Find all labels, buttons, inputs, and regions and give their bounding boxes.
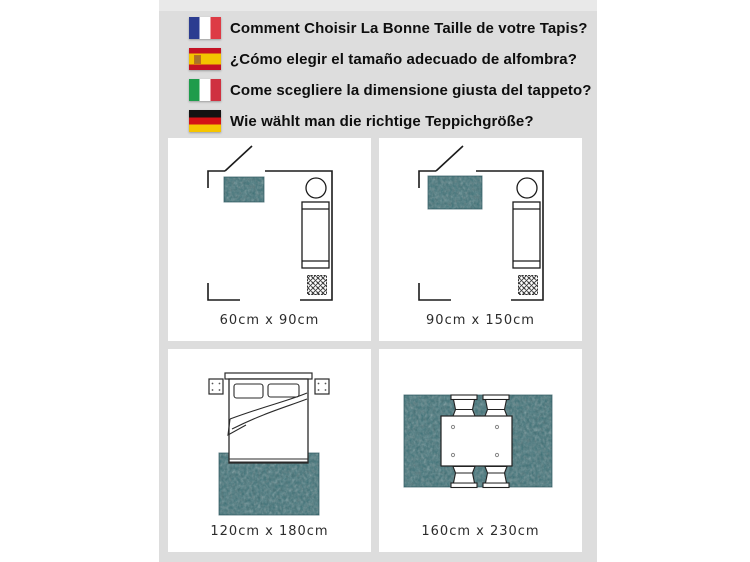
- title-french: Comment Choisir La Bonne Taille de votre Tapis?: [230, 19, 588, 37]
- title-row-german: [189, 110, 592, 132]
- product-image-area: [159, 0, 597, 562]
- potted-plant: [308, 276, 327, 295]
- potted-plant: [519, 276, 538, 295]
- size-label: 60cm x 90cm: [219, 313, 320, 328]
- living-room-floor-plan: [168, 138, 371, 306]
- bedroom-top-view: [168, 349, 371, 519]
- door-swing: [225, 146, 252, 171]
- italy-flag-icon: [189, 79, 221, 101]
- size-label: 120cm x 180cm: [210, 524, 329, 539]
- france-flag-icon: [189, 17, 221, 39]
- size-option-panel-60x90: [168, 138, 371, 341]
- side-table: [306, 178, 326, 198]
- rug-swatch-90x150: [428, 176, 482, 209]
- door-swing: [436, 146, 463, 171]
- chair-top-right: [483, 395, 509, 416]
- size-option-panel-90x150: [379, 138, 582, 341]
- spain-flag-icon: [189, 48, 221, 70]
- chair-bottom-left: [451, 467, 477, 488]
- nightstand-right: [315, 379, 329, 394]
- living-room-floor-plan: [379, 138, 582, 306]
- germany-flag-icon: [189, 110, 221, 132]
- rug-swatch-60x90: [224, 177, 264, 202]
- dining-table: [441, 416, 512, 466]
- side-table: [517, 178, 537, 198]
- size-option-panel-120x180: [168, 349, 371, 552]
- title-german: Wie wählt man die richtige Teppichgröße?: [230, 112, 534, 130]
- size-options-grid: [168, 138, 582, 552]
- title-row-spanish: [189, 48, 592, 70]
- headboard: [225, 373, 312, 379]
- nightstand-left: [209, 379, 223, 394]
- size-option-panel-160x230: [379, 349, 582, 552]
- dining-room-top-view: [379, 349, 582, 519]
- title-row-french: [189, 17, 592, 39]
- title-spanish: ¿Cómo elegir el tamaño adecuado de alfombra?: [230, 50, 577, 68]
- title-row-italian: [189, 79, 592, 101]
- title-block: [189, 17, 592, 132]
- size-label: 160cm x 230cm: [421, 524, 540, 539]
- chair-top-left: [451, 395, 477, 416]
- size-label: 90cm x 150cm: [426, 313, 535, 328]
- sofa: [513, 202, 540, 268]
- sofa: [302, 202, 329, 268]
- chair-bottom-right: [483, 467, 509, 488]
- title-italian: Come scegliere la dimensione giusta del tappeto?: [230, 81, 592, 99]
